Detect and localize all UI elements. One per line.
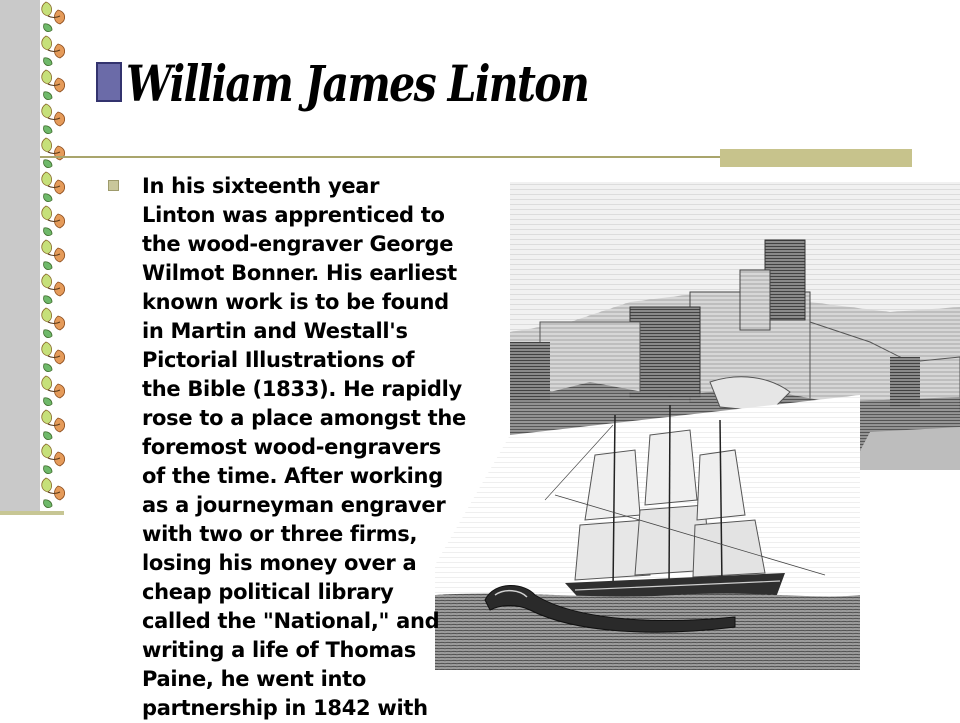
body-line: Paine, he went into (142, 667, 367, 691)
title-divider-block (720, 149, 912, 167)
slide-title: William James Linton (126, 54, 589, 113)
body-line: cheap political library (142, 580, 394, 604)
body-line: with two or three firms, (142, 522, 418, 546)
body-line: the wood-engraver George (142, 232, 454, 256)
body-line: losing his money over a (142, 551, 417, 575)
left-bar-underline (0, 511, 64, 515)
body-line: known work is to be found (142, 290, 449, 314)
body-line: Linton was apprenticed to (142, 203, 445, 227)
body-line: In his sixteenth year (142, 174, 380, 198)
left-sidebar-bar (0, 0, 40, 515)
body-line: foremost wood-engravers (142, 435, 441, 459)
body-line: in Martin and Westall's (142, 319, 408, 343)
body-line: writing a life of Thomas (142, 638, 416, 662)
body-paragraph (142, 172, 522, 723)
body-line: as a journeyman engraver (142, 493, 446, 517)
body-line: called the "National," and (142, 609, 440, 633)
square-marker-icon (96, 62, 122, 102)
leaf-vine-border-icon (40, 0, 68, 510)
body-line: Wilmot Bonner. His earliest (142, 261, 457, 285)
body-line: rose to a place amongst the (142, 406, 466, 430)
body-line: partnership in 1842 with (142, 696, 428, 720)
body-line: of the time. After working (142, 464, 443, 488)
body-line: Pictorial Illustrations of (142, 348, 415, 372)
square-bullet-icon (108, 180, 119, 191)
body-line: the Bible (1833). He rapidly (142, 377, 462, 401)
